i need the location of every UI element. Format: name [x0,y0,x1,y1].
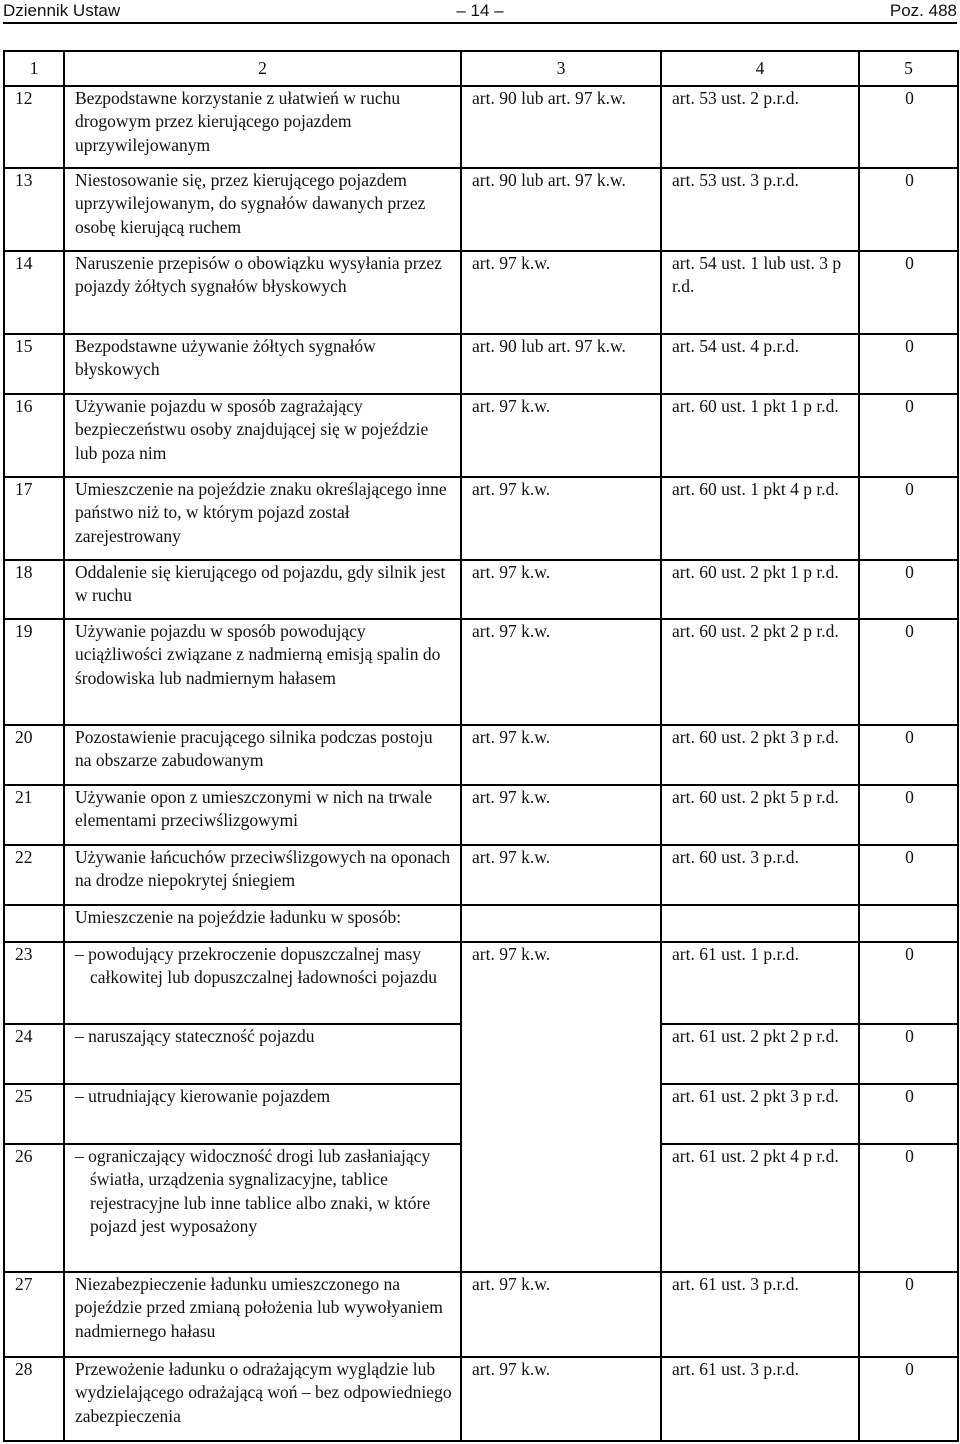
legal-basis: art. 97 k.w. [461,619,661,725]
penalty-points: 0 [859,845,958,905]
column-header-1: 1 [4,51,64,86]
legal-basis: art. 97 k.w. [461,560,661,619]
row-number: 27 [4,1272,64,1357]
legal-basis: art. 97 k.w. [461,725,661,785]
violated-provision: art. 60 ust. 1 pkt 4 p r.d. [661,477,859,560]
offense-description: Niestosowanie się, przez kierującego pojazdem uprzywilejowanym, do sygnałów dawanych przez osobę kierującą ruchem [64,168,461,251]
offense-description: Przewożenie ładunku o odrażającym wyglądzie lub wydzielającego odrażającą woń – bez odpowiedniego zabezpieczenia [64,1357,461,1441]
row-number: 17 [4,477,64,560]
table-row [4,845,958,905]
penalty-points: 0 [859,251,958,334]
empty-cell [4,905,64,942]
row-number: 24 [4,1024,64,1084]
penalty-points: 0 [859,168,958,251]
legal-basis: art. 97 k.w. [461,1357,661,1441]
penalty-points: 0 [859,1357,958,1441]
penalty-points: 0 [859,334,958,394]
column-header-2: 2 [64,51,461,86]
violated-provision: art. 61 ust. 2 pkt 4 p r.d. [661,1144,859,1272]
running-header [3,0,957,24]
penalty-points: 0 [859,725,958,785]
row-number: 15 [4,334,64,394]
violated-provision: art. 61 ust. 1 p.r.d. [661,942,859,1024]
offense-description: Oddalenie się kierującego od pojazdu, gdy silnik jest w ruchu [64,560,461,619]
empty-cell [859,905,958,942]
journal-title: Dziennik Ustaw [3,1,121,20]
violated-provision: art. 60 ust. 2 pkt 3 p r.d. [661,725,859,785]
table-row [4,725,958,785]
group-heading-row [4,905,958,942]
row-number: 13 [4,168,64,251]
column-header-4: 4 [661,51,859,86]
table-row [4,942,958,1024]
table-row [4,168,958,251]
violated-provision: art. 53 ust. 2 p.r.d. [661,86,859,168]
position-number: Poz. 488 [889,1,957,20]
penalty-points: 0 [859,1144,958,1272]
penalty-points: 0 [859,785,958,845]
sub-item-text: – utrudniający kierowanie pojazdem [75,1086,331,1106]
legal-basis: art. 97 k.w. [461,477,661,560]
offense-description: Używanie opon z umieszczonymi w nich na trwale elementami przeciwślizgowymi [64,785,461,845]
legal-basis-merged: art. 97 k.w. [461,942,661,1272]
empty-cell [461,905,661,942]
penalty-points: 0 [859,560,958,619]
legal-basis: art. 90 lub art. 97 k.w. [461,168,661,251]
sub-item-text: – powodujący przekroczenie dopuszczalnej masy całkowitej lub dopuszczalnej ładowności pojazdu [75,944,437,988]
penalty-points: 0 [859,477,958,560]
offense-table [3,50,959,1442]
offense-description: Umieszczenie na pojeździe znaku określającego inne państwo niż to, w którym pojazd został zarejestrowany [64,477,461,560]
penalty-points: 0 [859,619,958,725]
offense-description: Bezpodstawne korzystanie z ułatwień w ruchu drogowym przez kierującego pojazdem uprzywilejowanym [64,86,461,168]
violated-provision: art. 61 ust. 2 pkt 3 p r.d. [661,1084,859,1144]
violated-provision: art. 54 ust. 1 lub ust. 3 p r.d. [661,251,859,334]
offense-description: Bezpodstawne używanie żółtych sygnałów błyskowych [64,334,461,394]
row-number: 14 [4,251,64,334]
offense-description [64,1144,461,1272]
table-row [4,334,958,394]
empty-cell [661,905,859,942]
table-row [4,86,958,168]
table-row [4,1272,958,1357]
offense-description [64,1024,461,1084]
column-header-5: 5 [859,51,958,86]
violated-provision: art. 61 ust. 2 pkt 2 p r.d. [661,1024,859,1084]
violated-provision: art. 60 ust. 1 pkt 1 p r.d. [661,394,859,477]
table-row [4,785,958,845]
table-row [4,251,958,334]
row-number: 12 [4,86,64,168]
penalty-points: 0 [859,1024,958,1084]
violated-provision: art. 60 ust. 2 pkt 2 p r.d. [661,619,859,725]
violated-provision: art. 60 ust. 2 pkt 5 p r.d. [661,785,859,845]
legal-basis: art. 90 lub art. 97 k.w. [461,334,661,394]
violated-provision: art. 60 ust. 2 pkt 1 p r.d. [661,560,859,619]
row-number: 18 [4,560,64,619]
violated-provision: art. 61 ust. 3 p.r.d. [661,1357,859,1441]
offense-description: Używanie łańcuchów przeciwślizgowych na oponach na drodze niepokrytej śniegiem [64,845,461,905]
legal-basis: art. 97 k.w. [461,394,661,477]
group-heading: Umieszczenie na pojeździe ładunku w sposób: [64,905,461,942]
penalty-points: 0 [859,1084,958,1144]
offense-description [64,1084,461,1144]
offense-description [64,942,461,1024]
sub-item-text: – ograniczający widoczność drogi lub zasłaniający światła, urządzenia sygnalizacyjne, tablice rejestracyjne lub inne tablice albo znaki, w które pojazd jest wyposażony [75,1146,431,1237]
table-row [4,619,958,725]
violated-provision: art. 53 ust. 3 p.r.d. [661,168,859,251]
penalty-points: 0 [859,942,958,1024]
row-number: 25 [4,1084,64,1144]
row-number: 22 [4,845,64,905]
table-body [4,86,958,1441]
legal-basis: art. 97 k.w. [461,845,661,905]
table-row [4,1357,958,1441]
penalty-points: 0 [859,1272,958,1357]
row-number: 20 [4,725,64,785]
column-number-row [4,51,958,86]
row-number: 16 [4,394,64,477]
offense-description: Używanie pojazdu w sposób zagrażający bezpieczeństwu osoby znajdującej się w pojeździe lub poza nim [64,394,461,477]
row-number: 26 [4,1144,64,1272]
legal-basis: art. 97 k.w. [461,251,661,334]
row-number: 21 [4,785,64,845]
row-number: 23 [4,942,64,1024]
penalty-points: 0 [859,86,958,168]
offense-description: Używanie pojazdu w sposób powodujący uciążliwości związane z nadmierną emisją spalin do środowiska lub nadmiernym hałasem [64,619,461,725]
offense-description: Niezabezpieczenie ładunku umieszczonego na pojeździe przed zmianą położenia lub wywołyaniem nadmiernego hałasu [64,1272,461,1357]
row-number: 19 [4,619,64,725]
offense-description: Pozostawienie pracującego silnika podczas postoju na obszarze zabudowanym [64,725,461,785]
violated-provision: art. 61 ust. 3 p.r.d. [661,1272,859,1357]
sub-item-text: – naruszający stateczność pojazdu [75,1026,315,1046]
row-number: 28 [4,1357,64,1441]
page-number: – 14 – [456,1,504,20]
table-row [4,560,958,619]
violated-provision: art. 60 ust. 3 p.r.d. [661,845,859,905]
legal-basis: art. 97 k.w. [461,1272,661,1357]
table-row [4,394,958,477]
table-row [4,477,958,560]
legal-basis: art. 97 k.w. [461,785,661,845]
violated-provision: art. 54 ust. 4 p.r.d. [661,334,859,394]
column-header-3: 3 [461,51,661,86]
legal-basis: art. 90 lub art. 97 k.w. [461,86,661,168]
penalty-points: 0 [859,394,958,477]
offense-description: Naruszenie przepisów o obowiązku wysyłania przez pojazdy żółtych sygnałów błyskowych [64,251,461,334]
